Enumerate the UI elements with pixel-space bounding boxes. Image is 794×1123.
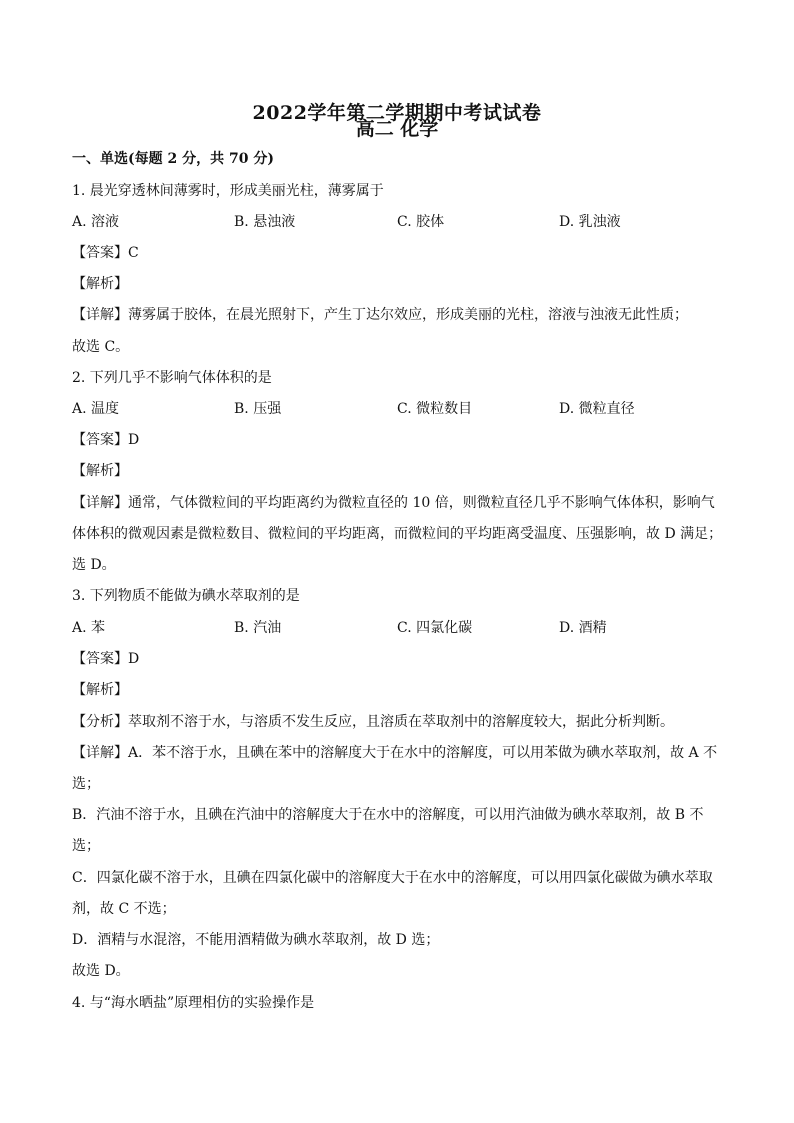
question-1-stem: 1. 晨光穿透林间薄雾时，形成美丽光柱，薄雾属于 (72, 183, 384, 199)
question-3-detail-line: C．四氯化碳不溶于水，且碘在四氯化碳中的溶解度大于在水中的溶解度，可以用四氯化碳做为碘水萃取 (72, 870, 713, 886)
option-d: D. 乳浊液 (559, 214, 621, 230)
question-4-stem: 4. 与“海水晒盐”原理相仿的实验操作是 (72, 995, 315, 1011)
exam-subtitle: 高二 化学 (355, 118, 439, 140)
option-c: C. 胶体 (397, 214, 445, 230)
question-2-answer: 【答案】D (72, 432, 140, 448)
exam-title: 2022学年第二学期期中考试试卷 (252, 102, 542, 124)
question-1-options (72, 213, 724, 231)
question-3-fenxi: 【分析】萃取剂不溶于水，与溶质不发生反应，且溶质在萃取剂中的溶解度较大，据此分析判断。 (72, 714, 674, 730)
question-3-detail-line: D．酒精与水混溶，不能用酒精做为碘水萃取剂，故 D 选； (72, 932, 440, 948)
question-3-detail-line: B．汽油不溶于水，且碘在汽油中的溶解度大于在水中的溶解度，可以用汽油做为碘水萃取剂，故 B 不 (72, 807, 704, 823)
question-2-detail-line: 【详解】通常，气体微粒间的平均距离约为微粒直径的 10 倍，则微粒直径几乎不影响气体体积，影响气 (72, 495, 715, 511)
question-2-analysis-label: 【解析】 (72, 463, 128, 479)
option-b: B. 悬浊液 (234, 214, 296, 230)
option-c: C. 微粒数目 (397, 401, 473, 417)
question-2-detail-line: 选 D。 (72, 557, 116, 573)
option-a: A. 苯 (72, 620, 106, 636)
option-a: A. 温度 (72, 401, 120, 417)
question-3-detail-line: 选； (72, 776, 100, 792)
question-2-options (72, 400, 724, 418)
question-3-detail-line: 剂，故 C 不选； (72, 901, 176, 917)
question-1-detail-line: 【详解】薄雾属于胶体，在晨光照射下，产生丁达尔效应，形成美丽的光柱，溶液与浊液无此性质； (72, 307, 688, 323)
option-b: B. 压强 (234, 401, 282, 417)
question-3-stem: 3. 下列物质不能做为碘水萃取剂的是 (72, 588, 300, 604)
question-3-options (72, 619, 724, 637)
question-2-stem: 2. 下列几乎不影响气体体积的是 (72, 370, 272, 386)
option-d: D. 微粒直径 (559, 401, 635, 417)
question-3-detail-line: 故选 D。 (72, 963, 130, 979)
option-c: C. 四氯化碳 (397, 620, 473, 636)
question-1-analysis-label: 【解析】 (72, 276, 128, 292)
question-3-detail-line: 选； (72, 838, 100, 854)
question-2-detail-line: 体体积的微观因素是微粒数目、微粒间的平均距离，而微粒间的平均距离受温度、压强影响，故 D 满足； (72, 526, 723, 542)
section-heading: 一、单选(每题 2 分，共 70 分) (72, 151, 274, 167)
question-1-answer: 【答案】C (72, 245, 139, 261)
question-3-detail-line: 【详解】A．苯不溶于水，且碘在苯中的溶解度大于在水中的溶解度，可以用苯做为碘水萃取剂，故 A 不 (72, 745, 718, 761)
option-d: D. 酒精 (559, 620, 607, 636)
question-1-detail-line: 故选 C。 (72, 339, 130, 355)
option-b: B. 汽油 (234, 620, 282, 636)
option-a: A. 溶液 (72, 214, 120, 230)
question-3-answer: 【答案】D (72, 651, 140, 667)
question-3-analysis-label: 【解析】 (72, 682, 128, 698)
